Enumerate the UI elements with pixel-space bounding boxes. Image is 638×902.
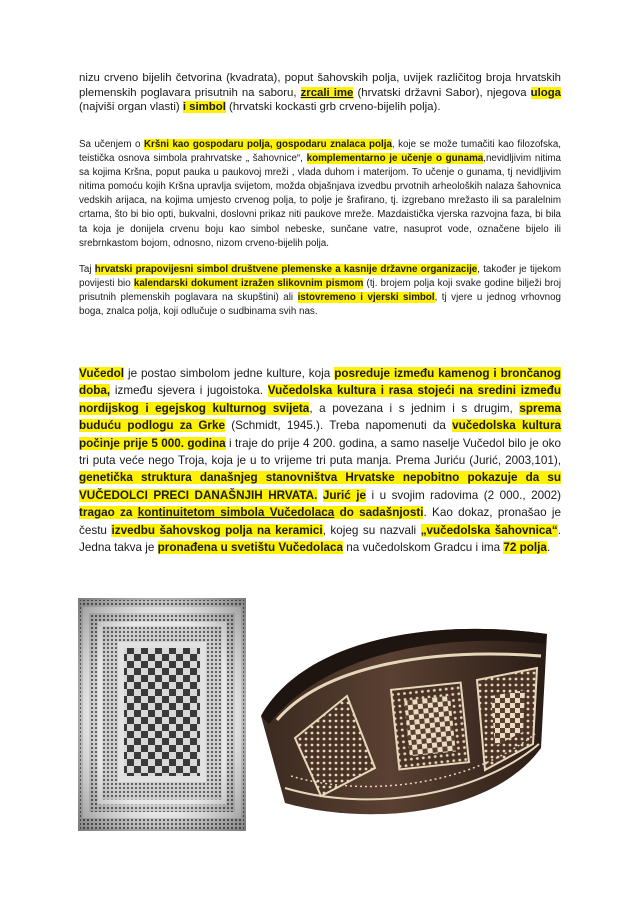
highlight-vjerski-simbol: istovremeno i vjerski simbol — [297, 292, 435, 303]
paragraph-vucedol — [79, 365, 561, 556]
highlight-svetiste: pronađena u svetištu Vučedolaca — [157, 541, 343, 555]
text-run: , koje se može tumačiti kao filozofska, teistička osnova simbola prahrvatske „ šahovnice“, — [79, 139, 561, 165]
text-run: tragao za — [79, 506, 138, 520]
text-run: (tj. brojem polja koji svake godine bilježi broj prisutnih plemenskih poglavara na skupštini) ali — [79, 278, 562, 303]
highlight-vucedolska-sahovnica: „vučedolska šahovnica“ — [420, 523, 558, 537]
text-run: Taj — [79, 264, 95, 275]
text-run: je postao simbolom jedne kulture, koja — [124, 367, 335, 380]
text-run: i traje do prije 4 200. godina, a samo naselje Vučedol bilo je oko tri puta veće nego Troja, koja je u to vrijeme tri puta manja. Prema Juriću (Jurić, 2003,101), — [79, 436, 561, 468]
highlight-gune: komplementarno je učenje o gunama — [306, 153, 484, 165]
highlight-juric: Jurić je — [322, 488, 366, 502]
text-run: na vučedolskom Gradcu i ima — [342, 541, 504, 555]
vucedol-ceramic-fragment-photo — [255, 598, 553, 832]
highlight-vucedol: Vučedol — [79, 367, 125, 380]
text-run: do sadašnjosti — [334, 506, 424, 520]
highlight-prapovijesni-simbol: hrvatski prapovijesni simbol društvene plemenske a kasnije državne organizacije — [94, 264, 478, 275]
engraved-checkerboard-photo — [78, 598, 246, 831]
highlight-5000-godina: vučedolska kultura počinje prije 5 000. godina — [79, 419, 561, 450]
highlight-kalendarski-dokument: kalendarski dokument izražen slikovnim pismom — [133, 278, 364, 289]
highlight-genetika: genetička struktura današnjeg stanovništva Hrvatske nepobitno pokazuje da su VUČEDOLCI PRECI DANAŠNJIH HRVATA. — [79, 471, 561, 502]
text-run: Sa učenjem o — [79, 139, 144, 150]
highlight-uloga: uloga — [530, 86, 562, 99]
text-run: (najviši organ vlasti) — [79, 101, 183, 114]
highlight-i-simbol: i simbol — [182, 101, 226, 114]
highlight-72-polja: 72 polja — [503, 541, 547, 555]
highlight-keramika: izvedbu šahovskog polja na keramici — [111, 523, 323, 537]
paragraph-simbol — [79, 263, 561, 319]
text-run: , a povezana i s jednim i s drugim, — [309, 401, 520, 415]
text-run: , također je tijekom povijesti bio — [79, 264, 561, 289]
highlight-posreduje: posreduje između kamenog i brončanog doba, — [79, 367, 562, 398]
text-run: (Schmidt, 1945.). Treba napomenuti da — [224, 419, 453, 433]
text-run: . Jedna takva je — [79, 523, 562, 555]
underlined-text: kontinuitetom simbola Vučedolaca — [137, 506, 335, 520]
paragraph-sabor — [79, 71, 561, 115]
text-run — [317, 489, 323, 502]
text-run: , kojeg su nazvali — [322, 523, 421, 537]
paragraph-krsna — [79, 138, 561, 251]
text-run: (hrvatski državni Sabor), njegova — [353, 86, 531, 99]
highlight-grci: sprema buduću podlogu za Grke — [79, 401, 561, 433]
text-run: , tj vjere u jednog vrhovnog boga, znalca polja, koji odlučuje o sudbinama svih nas. — [79, 292, 562, 317]
text-run: . — [546, 541, 551, 555]
highlight-kontinuitet — [79, 506, 423, 519]
highlight-krsna: Kršni kao gospodaru polja, gospodaru znalaca polja — [143, 139, 392, 150]
text-run: između sjevera i jugoistoka. — [110, 384, 268, 398]
highlight-zrcali-ime: zrcali ime — [300, 86, 354, 99]
highlight-vucedolska-kultura: Vučedolska kultura i rasa stojeći na sredini između nordijskog i egejskog kulturnog svijeta — [79, 384, 561, 415]
text-run: (hrvatski kockasti grb crveno-bijelih polja). — [225, 101, 441, 114]
text-run: . Kao dokaz, pronašao je čestu — [79, 506, 562, 537]
text-run: i u svojim radovima (2 000., 2002) — [366, 488, 561, 502]
text-run: ,nevidljivim nitima sa kojima Kršna, poput pauka u paukovoj mreži , vlada duhom i materijom. To učenje o gunama, tj nevidljivim nitima pomoću kojih Kršna upravlja svijetom, možda objašnjava izvedbu prvotnih arheoloških nalaza šahovnica vedskih arijaca, na kojima umjesto crvenog polja, to polje je šrafirano, tj. izgrebano mrežasto ili sa paralelnim crtama, što bi bio opti, bukvalni, doslovni prikaz niti paukove mreže. Mazdaistička vjerska razvojna faza, bi bila ta koja je donijela crvenu boju kao simbol nebeske, sunčane vatre, nasuprot vode, označene bijelo ili srebrnkastom bojom, odnosno, nizom crveno-bijelih polja. — [79, 153, 562, 249]
text-run: nizu crveno bijelih četvorina (kvadrata), poput šahovskih polja, uvijek različitog broja hrvatskih plemenskih poglavara prisutnih na saboru, — [79, 72, 561, 99]
